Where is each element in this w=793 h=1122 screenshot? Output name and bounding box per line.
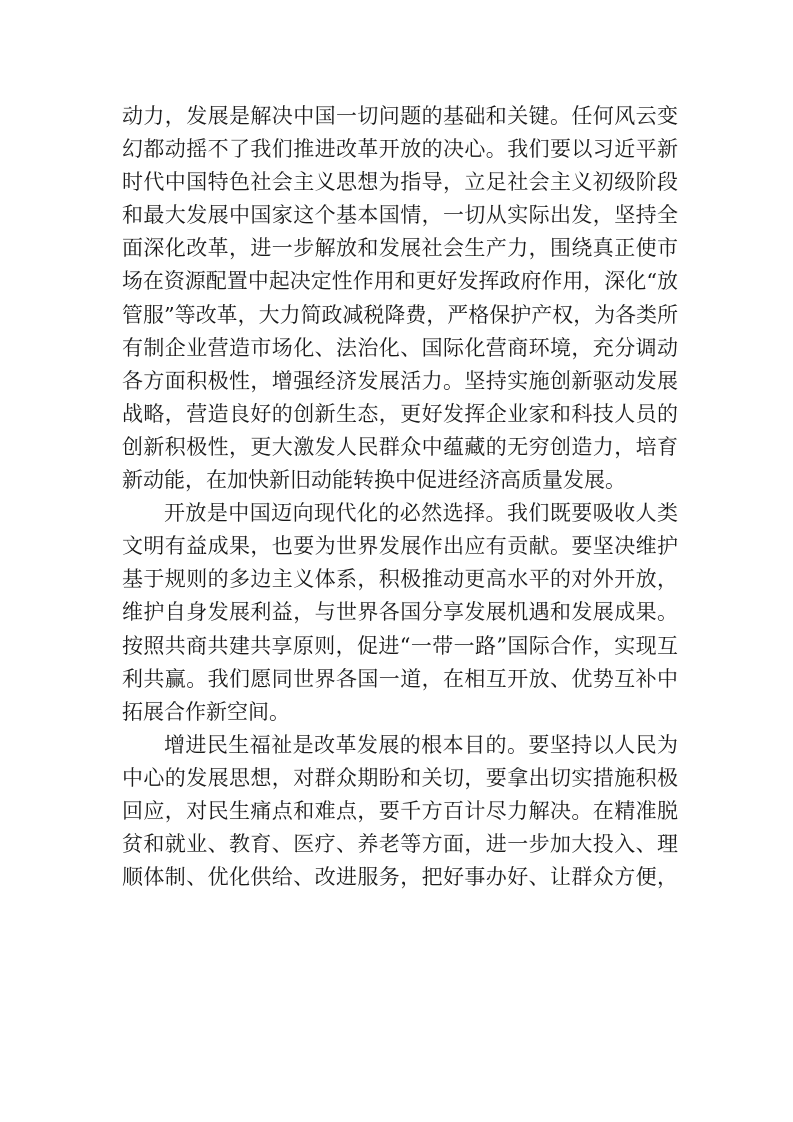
text-line: 增进民生福祉是改革发展的根本目的。要坚持以人民为 bbox=[164, 732, 678, 757]
body-text bbox=[122, 100, 678, 894]
text-line: 创新积极性，更大激发人民群众中蕴藏的无穷创造力，培育 bbox=[122, 434, 678, 459]
text-line: 管服”等改革，大力简政减税降费，严格保护产权，为各类所 bbox=[122, 302, 678, 327]
text-line: 维护自身发展利益，与世界各国分享发展机遇和发展成果。 bbox=[122, 600, 678, 625]
text-line: 场在资源配置中起决定性作用和更好发挥政府作用，深化“放 bbox=[122, 269, 678, 294]
text-line: 按照共商共建共享原则，促进“一带一路”国际合作，实现互 bbox=[122, 633, 678, 658]
text-line: 顺体制、优化供给、改进服务，把好事办好、让群众方便， bbox=[122, 865, 678, 890]
text-line: 新动能，在加快新旧动能转换中促进经济高质量发展。 bbox=[122, 468, 626, 493]
paragraph-1 bbox=[122, 100, 678, 497]
text-line: 时代中国特色社会主义思想为指导，立足社会主义初级阶段 bbox=[122, 170, 678, 195]
text-line: 面深化改革，进一步解放和发展社会生产力，围绕真正使市 bbox=[122, 236, 678, 261]
text-line: 贫和就业、教育、医疗、养老等方面，进一步加大投入、理 bbox=[122, 832, 678, 857]
paragraph-3 bbox=[122, 729, 678, 894]
text-line: 利共赢。我们愿同世界各国一道，在相互开放、优势互补中 bbox=[122, 666, 678, 691]
text-line: 幻都动摇不了我们推进改革开放的决心。我们要以习近平新 bbox=[122, 137, 678, 162]
text-line: 回应，对民生痛点和难点，要千方百计尽力解决。在精准脱 bbox=[122, 798, 678, 823]
text-line: 和最大发展中国家这个基本国情，一切从实际出发，坚持全 bbox=[122, 203, 678, 228]
text-line: 文明有益成果，也要为世界发展作出应有贡献。要坚决维护 bbox=[122, 534, 678, 559]
text-line: 拓展合作新空间。 bbox=[122, 699, 290, 724]
paragraph-2 bbox=[122, 497, 678, 729]
text-line: 各方面积极性，增强经济发展活力。坚持实施创新驱动发展 bbox=[122, 368, 678, 393]
text-line: 基于规则的多边主义体系，积极推动更高水平的对外开放， bbox=[122, 567, 678, 592]
text-line: 有制企业营造市场化、法治化、国际化营商环境，充分调动 bbox=[122, 335, 678, 360]
text-line: 战略，营造良好的创新生态，更好发挥企业家和科技人员的 bbox=[122, 401, 678, 426]
text-line: 动力，发展是解决中国一切问题的基础和关键。任何风云变 bbox=[122, 104, 678, 128]
text-line: 中心的发展思想，对群众期盼和关切，要拿出切实措施积极 bbox=[122, 765, 678, 790]
text-line: 开放是中国迈向现代化的必然选择。我们既要吸收人类 bbox=[164, 501, 678, 526]
